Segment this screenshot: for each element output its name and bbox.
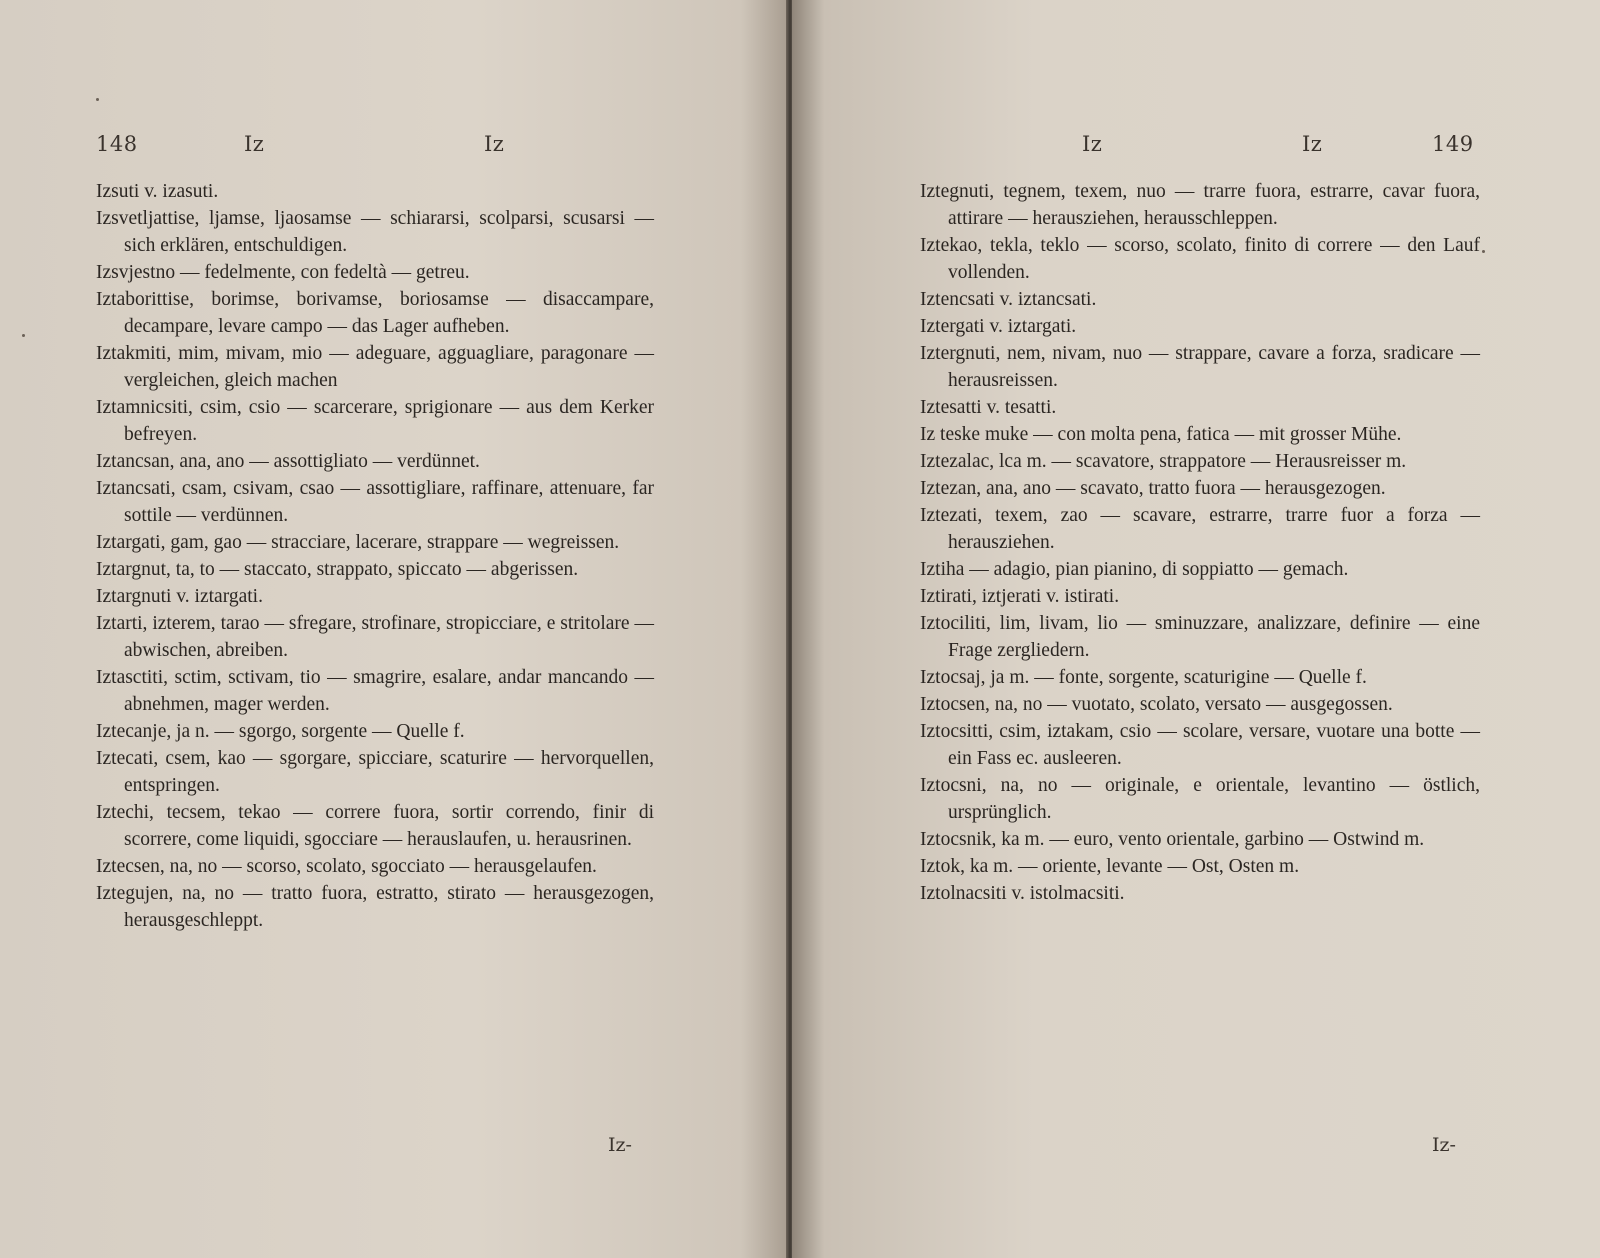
dictionary-entry: Iztezati, texem, zao — scavare, estrarre, trarre fuor a forza — herausziehen. bbox=[920, 505, 1480, 553]
dictionary-entry: Iztocsitti, csim, iztakam, csio — scolare, versare, vuotare una botte — ein Fass ec. ausleeren. bbox=[920, 721, 1480, 769]
dictionary-entry: Iztecanje, ja n. — sgorgo, sorgente — Quelle f. bbox=[96, 721, 465, 742]
dictionary-entry: Iztiha — adagio, pian pianino, di soppiatto — gemach. bbox=[920, 559, 1349, 580]
dictionary-entry: Iztolnacsiti v. istolmacsiti. bbox=[920, 883, 1125, 904]
dictionary-entry: Iztecati, csem, kao — sgorgare, spicciare, scaturire — hervorquellen, entspringen. bbox=[96, 748, 654, 796]
dictionary-entry: Iztociliti, lim, livam, lio — sminuzzare, analizzare, definire — eine Frage zergliedern. bbox=[920, 613, 1480, 661]
dictionary-entry: Iztancsati, csam, csivam, csao — assottigliare, raffinare, attenuare, far sottile — verdünnen. bbox=[96, 478, 654, 526]
dictionary-entry: Iztamnicsiti, csim, csio — scarcerare, sprigionare — aus dem Kerker befreyen. bbox=[96, 397, 654, 445]
dictionary-entry: Iztecsen, na, no — scorso, scolato, sgocciato — herausgelaufen. bbox=[96, 856, 597, 877]
dictionary-entry: Izsuti v. izasuti. bbox=[96, 181, 219, 202]
dictionary-entry: Iztergati v. iztargati. bbox=[920, 316, 1077, 337]
paper-speck bbox=[1482, 250, 1485, 253]
left-page-number: 148 bbox=[96, 132, 138, 156]
dictionary-entry: Iztirati, iztjerati v. istirati. bbox=[920, 586, 1120, 607]
right-entry-list bbox=[920, 178, 1480, 907]
dictionary-entry: Iztargati, gam, gao — stracciare, lacerare, strappare — wegreissen. bbox=[96, 532, 620, 553]
dictionary-entry: Iz teske muke — con molta pena, fatica — mit grosser Mühe. bbox=[920, 424, 1402, 445]
dictionary-entry: Iztezan, ana, ano — scavato, tratto fuora — herausgezogen. bbox=[920, 478, 1386, 499]
dictionary-entry: Iztocsen, na, no — vuotato, scolato, versato — ausgegossen. bbox=[920, 694, 1393, 715]
dictionary-entry: Iztocsnik, ka m. — euro, vento orientale, garbino — Ostwind m. bbox=[920, 829, 1425, 850]
dictionary-entry: Izsvjestno — fedelmente, con fedeltà — getreu. bbox=[96, 262, 470, 283]
dictionary-entry: Iztocsaj, ja m. — fonte, sorgente, scaturigine — Quelle f. bbox=[920, 667, 1367, 688]
left-header-left: Iz bbox=[244, 132, 265, 156]
paper-speck bbox=[96, 98, 99, 101]
dictionary-entry: Iztergnuti, nem, nivam, nuo — strappare, cavare a forza, sradicare — herausreissen. bbox=[920, 343, 1480, 391]
dictionary-entry: Iztechi, tecsem, tekao — correre fuora, sortir correndo, finir di scorrere, come liquidi, sgocciare — herauslaufen, u. herausrinen. bbox=[96, 802, 654, 850]
dictionary-entry: Iztasctiti, sctim, sctivam, tio — smagrire, esalare, andar mancando — abnehmen, mager werden. bbox=[96, 667, 654, 715]
dictionary-entry: Iztencsati v. iztancsati. bbox=[920, 289, 1097, 310]
dictionary-entry: Iztok, ka m. — oriente, levante — Ost, Osten m. bbox=[920, 856, 1300, 877]
left-page bbox=[0, 0, 788, 1258]
left-entry-list bbox=[96, 178, 654, 934]
right-header-left: Iz bbox=[1082, 132, 1103, 156]
dictionary-entry: Iztakmiti, mim, mivam, mio — adeguare, agguagliare, paragonare — vergleichen, gleich machen bbox=[96, 343, 654, 391]
dictionary-entry: Iztarti, izterem, tarao — sfregare, strofinare, stropicciare, e stritolare — abwischen, abreiben. bbox=[96, 613, 654, 661]
left-catchword: Iz- bbox=[608, 1134, 632, 1156]
dictionary-entry: Iztekao, tekla, teklo — scorso, scolato, finito di correre — den Lauf vollenden. bbox=[920, 235, 1480, 283]
dictionary-entry: Iztargnut, ta, to — staccato, strappato, spiccato — abgerissen. bbox=[96, 559, 579, 580]
dictionary-entry: Iztargnuti v. iztargati. bbox=[96, 586, 263, 607]
right-page bbox=[792, 0, 1600, 1258]
dictionary-entry: Iztaborittise, borimse, borivamse, boriosamse — disaccampare, decampare, levare campo — das Lager aufheben. bbox=[96, 289, 654, 337]
dictionary-entry: Iztegujen, na, no — tratto fuora, estratto, stirato — herausgezogen, herausgeschleppt. bbox=[96, 883, 654, 931]
dictionary-entry: Iztesatti v. tesatti. bbox=[920, 397, 1057, 418]
dictionary-entry: Iztegnuti, tegnem, texem, nuo — trarre fuora, estrarre, cavar fuora, attirare — herausziehen, herausschleppen. bbox=[920, 181, 1480, 229]
dictionary-entry: Iztezalac, lca m. — scavatore, strappatore — Herausreisser m. bbox=[920, 451, 1407, 472]
right-page-number: 149 bbox=[1432, 132, 1474, 156]
right-header-right: Iz bbox=[1302, 132, 1323, 156]
right-catchword: Iz- bbox=[1432, 1134, 1456, 1156]
left-header-right: Iz bbox=[484, 132, 505, 156]
dictionary-entry: Iztancsan, ana, ano — assottigliato — verdünnet. bbox=[96, 451, 480, 472]
dictionary-entry: Iztocsni, na, no — originale, e orientale, levantino — östlich, ursprünglich. bbox=[920, 775, 1480, 823]
dictionary-entry: Izsvetljattise, ljamse, ljaosamse — schiararsi, scolparsi, scusarsi — sich erklären, entschuldigen. bbox=[96, 208, 654, 256]
paper-speck bbox=[22, 334, 25, 337]
